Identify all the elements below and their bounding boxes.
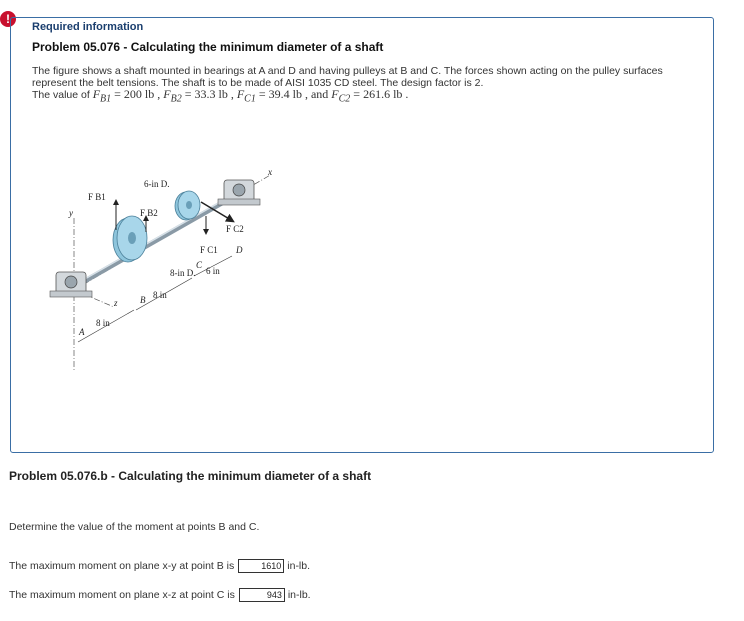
moment-c-input[interactable]: 943 — [239, 588, 285, 602]
value-symbol: F — [163, 87, 171, 101]
point-a-label: A — [79, 327, 85, 337]
z-axis-label: z — [114, 298, 118, 308]
problem-description-text: The figure shows a shaft mounted in bearings at A and D and having pulleys at B and C. The forces shown acting on the pulley surfaces represent the belt tensions. The shaft is to be made of AISI 1035 CD steel. The design factor is 2. — [32, 65, 663, 89]
bearing-d — [218, 180, 260, 205]
value-subscript: B1 — [100, 93, 112, 105]
answer-unit: in-lb. — [287, 589, 311, 601]
answer-unit: in-lb. — [287, 560, 311, 572]
value-text: = 39.4 lb , and — [255, 87, 332, 101]
dimension-ab-label: 8 in — [96, 318, 110, 328]
x-axis-label: x — [268, 167, 272, 177]
moment-b-input[interactable]: 1610 — [238, 559, 284, 573]
answer-label: The maximum moment on plane x-z at point C is — [9, 589, 235, 601]
pulley-c — [175, 191, 200, 220]
bearing-a — [50, 272, 92, 297]
pulley-b-diameter-label: 6-in D. — [144, 179, 170, 189]
value-text: = 33.3 lb , — [181, 87, 237, 101]
force-b2-label: F B2 — [140, 208, 158, 218]
value-symbol: F — [236, 87, 245, 101]
values-prefix: The value of — [32, 89, 93, 101]
part-b-title: Problem 05.076.b - Calculating the minimum diameter of a shaft — [9, 469, 372, 483]
value-subscript: C2 — [338, 93, 351, 105]
y-axis-label: y — [69, 208, 73, 218]
dimension-cd-label: 6 in — [206, 266, 220, 276]
point-d-label: D — [236, 245, 243, 255]
value-subscript: C1 — [244, 93, 256, 105]
answer-label: The maximum moment on plane x-y at point B is — [9, 560, 235, 572]
value-text: = 261.6 lb . — [350, 87, 409, 101]
value-text: = 200 lb , — [111, 87, 164, 101]
value-symbol: F — [92, 87, 101, 101]
force-b1-label: F B1 — [88, 192, 106, 202]
answer-row-moment-c — [9, 588, 311, 602]
pulley-c-diameter-label: 8-in D. — [170, 268, 196, 278]
problem-title: Problem 05.076 - Calculating the minimum diameter of a shaft — [32, 40, 384, 54]
point-c-label: C — [196, 260, 203, 270]
value-subscript: B2 — [170, 93, 182, 105]
part-b-prompt: Determine the value of the moment at points B and C. — [9, 521, 260, 533]
alert-icon: ! — [0, 11, 16, 27]
force-c1-label: F C1 — [200, 245, 218, 255]
force-values-line — [32, 87, 409, 105]
point-b-label: B — [140, 295, 146, 305]
answer-row-moment-b — [9, 559, 310, 573]
value-symbol: F — [331, 87, 339, 101]
problem-description — [32, 66, 672, 105]
force-c2-label: F C2 — [226, 224, 244, 234]
pulley-b — [113, 216, 147, 262]
dimension-bc-label: 8 in — [153, 290, 167, 300]
shaft-figure — [36, 160, 296, 380]
required-information-label: Required information — [32, 21, 144, 33]
